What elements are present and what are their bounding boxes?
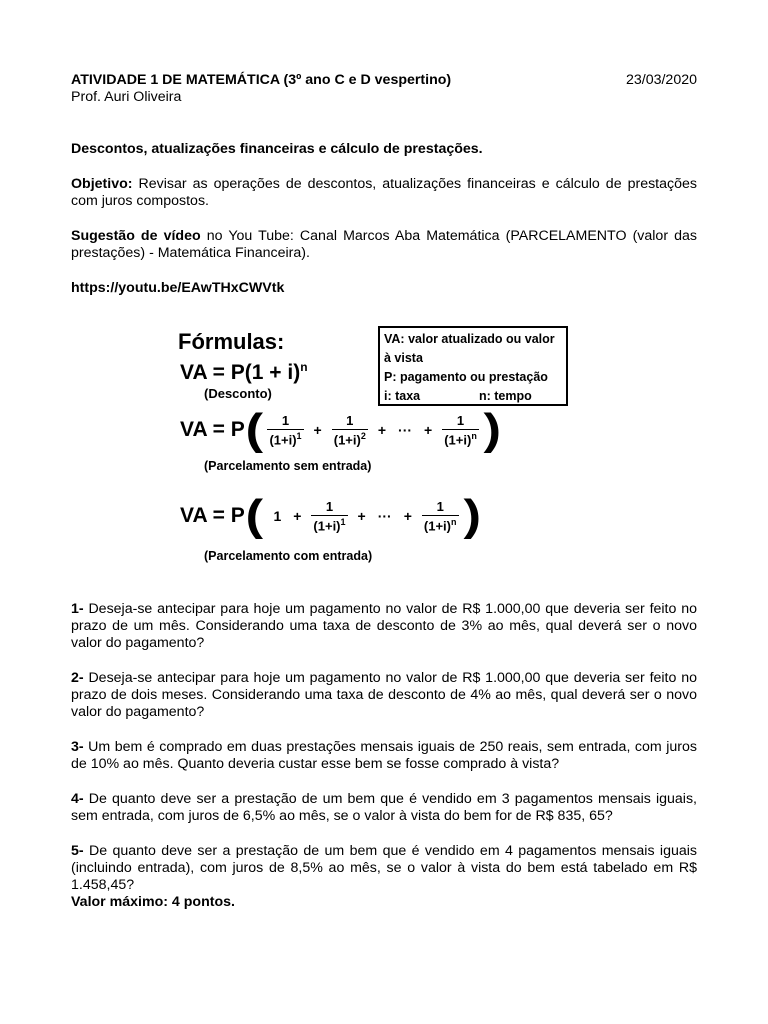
question-text: De quanto deve ser a prestação de um bem que é vendido em 3 pagamentos mensais iguais, sem entrada, com juros de 6,5% ao mês, se o valor à vista do bem for de R$ 835, 65? bbox=[71, 791, 697, 824]
discount-caption: (Desconto) bbox=[204, 386, 272, 401]
fraction-term-n: $\frac{1}{(1+i)^n}$ bbox=[423, 498, 457, 534]
fraction-term-1: $\frac{1}{(1+i)^1}$ bbox=[269, 412, 302, 448]
objective-paragraph bbox=[71, 176, 697, 210]
question-number: 4- bbox=[71, 791, 84, 807]
fraction-term-2: $\frac{1}{(1+i)^2}$ bbox=[333, 412, 366, 448]
legend-line-i-n bbox=[384, 387, 562, 406]
installment-formula-with-down bbox=[180, 491, 481, 540]
legend-line-p: P: pagamento ou prestação bbox=[384, 370, 548, 384]
caption-with-down-payment: (Parcelamento com entrada) bbox=[204, 549, 373, 563]
variables-legend bbox=[378, 326, 568, 406]
question-number: 3- bbox=[71, 739, 84, 755]
caption-no-down-payment: (Parcelamento sem entrada) bbox=[204, 459, 372, 473]
question-text: Deseja-se antecipar para hoje um pagamento no valor de R$ 1.000,00 que deveria ser feito no prazo de um mês. Considerando uma taxa de desconto de 3% ao mês, qual deverá ser o novo valor do pagamento? bbox=[71, 601, 697, 651]
document-page bbox=[71, 72, 697, 297]
close-paren: ) bbox=[463, 491, 481, 540]
legend-rate: i: taxa bbox=[384, 389, 421, 403]
video-label: Sugestão de vídeo bbox=[71, 228, 201, 244]
question-1 bbox=[71, 601, 697, 652]
teacher-name: Prof. Auri Oliveira bbox=[71, 89, 182, 105]
legend-line-va: VA: valor atualizado ou valor bbox=[384, 332, 555, 346]
question-text: Deseja-se antecipar para hoje um pagamento no valor de R$ 1.000,00 que deveria ser feito no prazo de dois meses. Considerando uma taxa de desconto de 4% ao mês, qual deverá ser o novo valor do pagamento? bbox=[71, 670, 697, 720]
plus-sign: + bbox=[424, 422, 433, 438]
formulas-figure bbox=[166, 324, 576, 574]
objective-text: Revisar as operações de descontos, atualizações financeiras e cálculo de prestações com juros compostos. bbox=[71, 176, 697, 209]
plus-sign: + bbox=[293, 508, 302, 524]
legend-line-va-cont: à vista bbox=[384, 351, 423, 365]
video-paragraph bbox=[71, 228, 697, 262]
question-text: Um bem é comprado em duas prestações mensais iguais de 250 reais, sem entrada, com juros de 10% ao mês. Quanto deveria custar esse bem se fosse comprado à vista? bbox=[71, 739, 697, 772]
document-title: ATIVIDADE 1 DE MATEMÁTICA (3º ano C e D vespertino) bbox=[71, 72, 452, 88]
video-text: no You Tube: Canal Marcos Aba Matemática (PARCELAMENTO (valor das prestações) - Matemática Financeira). bbox=[71, 228, 697, 261]
question-4 bbox=[71, 791, 697, 825]
ellipsis: ··· bbox=[377, 508, 392, 524]
question-number: 5- bbox=[71, 843, 84, 859]
fraction-term-1: $\frac{1}{(1+i)^1}$ bbox=[313, 498, 346, 534]
objective-label: Objetivo: bbox=[71, 176, 133, 192]
term-one: 1 bbox=[273, 508, 282, 524]
close-paren: ) bbox=[483, 405, 501, 454]
question-text: De quanto deve ser a prestação de um bem que é vendido em 4 pagamentos mensais iguais (incluindo entrada), com juros de 8,5% ao mês, se o valor à vista do bem está tabelado em R$ 1.458,45? bbox=[71, 843, 697, 893]
plus-sign: + bbox=[357, 508, 366, 524]
plus-sign: + bbox=[313, 422, 322, 438]
installment-formula-no-down bbox=[180, 405, 501, 454]
plus-sign: + bbox=[377, 422, 387, 438]
question-2 bbox=[71, 670, 697, 721]
question-5 bbox=[71, 843, 697, 894]
open-paren: ( bbox=[245, 405, 263, 454]
video-link[interactable]: https://youtu.be/EAwTHxCWVtk bbox=[71, 280, 285, 296]
subject-heading: Descontos, atualizações financeiras e cálculo de prestações. bbox=[71, 141, 483, 157]
formula-lhs: VA = P bbox=[180, 418, 245, 441]
question-number: 2- bbox=[71, 670, 84, 686]
question-number: 1- bbox=[71, 601, 84, 617]
plus-sign: + bbox=[403, 508, 412, 524]
legend-time: n: tempo bbox=[479, 389, 532, 403]
formula-lhs: VA = P bbox=[180, 504, 245, 527]
question-3 bbox=[71, 739, 697, 773]
formulas-title: Fórmulas: bbox=[178, 329, 285, 354]
header-row bbox=[71, 72, 697, 89]
discount-formula: VA = $P(1 + i)^n$ bbox=[180, 360, 308, 384]
open-paren: ( bbox=[245, 491, 263, 540]
max-value-note: Valor máximo: 4 pontos. bbox=[71, 894, 235, 910]
fraction-term-n: $\frac{1}{(1+i)^n}$ bbox=[444, 412, 477, 448]
questions-section bbox=[71, 601, 697, 911]
document-date: 23/03/2020 bbox=[625, 72, 697, 88]
ellipsis: ··· bbox=[398, 422, 413, 438]
